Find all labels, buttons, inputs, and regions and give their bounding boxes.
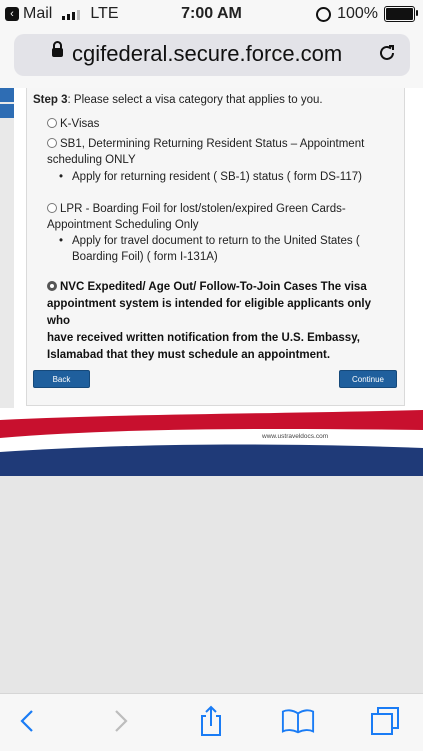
- radio-nvc-selected[interactable]: [47, 281, 57, 291]
- back-button[interactable]: Back: [33, 370, 90, 388]
- option-label-line2: scheduling ONLY: [47, 154, 136, 166]
- lpr-detail-line2: Boarding Foil) ( form I-131A): [72, 251, 218, 263]
- radio-lpr[interactable]: [47, 203, 57, 213]
- banner-site-link[interactable]: www.ustraveldocs.com: [262, 433, 329, 440]
- option-label: K-Visas: [60, 118, 100, 130]
- nvc-line3: have received written notification from the U.S. Embassy,: [47, 332, 360, 344]
- url-text[interactable]: cgifederal.secure.force.com: [72, 41, 343, 66]
- page-content: [0, 88, 423, 408]
- tabs-icon[interactable]: [368, 704, 402, 738]
- step-heading: [33, 94, 323, 106]
- battery-icon: [384, 6, 415, 22]
- forward-arrow-icon[interactable]: [103, 704, 137, 738]
- step-text: : Please select a visa category that applies to you.: [67, 94, 323, 106]
- bookmarks-icon[interactable]: [281, 704, 315, 738]
- footer-banner: [0, 408, 423, 476]
- back-to-app-icon[interactable]: ‹: [5, 7, 19, 21]
- blank-area: [0, 476, 423, 693]
- nvc-line1: NVC Expedited/ Age Out/ Follow-To-Join Cases The visa: [60, 281, 367, 293]
- option-label-line2: Appointment Scheduling Only: [47, 219, 199, 231]
- visa-category-panel: [26, 88, 405, 406]
- back-arrow-icon[interactable]: [11, 704, 45, 738]
- option-k-visas[interactable]: [47, 116, 99, 132]
- option-label-line1: LPR - Boarding Foil for lost/stolen/expired Green Cards-: [60, 203, 346, 215]
- status-right: [316, 5, 415, 23]
- alarm-icon: [316, 7, 331, 22]
- reload-icon[interactable]: [376, 42, 398, 70]
- radio-sb1[interactable]: [47, 138, 57, 148]
- option-sb1[interactable]: [47, 136, 364, 168]
- nvc-line4: Islamabad that they must schedule an appointment.: [47, 349, 331, 361]
- carrier-label: LTE: [90, 5, 119, 22]
- left-nav-strip: [0, 88, 14, 408]
- option-label-line1: SB1, Determining Returning Resident Status – Appointment: [60, 138, 365, 150]
- radio-k-visas[interactable]: [47, 118, 57, 128]
- flag-swoosh-graphic: [0, 408, 423, 476]
- battery-percent: 100%: [337, 5, 378, 22]
- continue-button[interactable]: Continue: [339, 370, 397, 388]
- nav-tab-marker[interactable]: [0, 88, 14, 102]
- nav-tab-marker[interactable]: [0, 104, 14, 118]
- nvc-line2: appointment system is intended for eligible applicants only who: [47, 298, 371, 327]
- option-nvc[interactable]: [47, 279, 387, 364]
- share-icon[interactable]: [194, 704, 228, 738]
- lpr-detail-line1: • Apply for travel document to return to the United States (: [72, 235, 360, 247]
- sb1-detail-text: • Apply for returning resident ( SB-1) status ( form DS-117): [72, 171, 362, 183]
- option-lpr[interactable]: [47, 201, 346, 233]
- status-time: 7:00 AM: [181, 5, 242, 22]
- address-bar[interactable]: [14, 34, 410, 76]
- browser-header: [0, 30, 423, 89]
- status-bar: [0, 0, 423, 30]
- step-label: Step 3: [33, 94, 68, 106]
- browser-toolbar: [0, 693, 423, 751]
- back-app-label[interactable]: Mail: [23, 5, 53, 22]
- sb1-detail: [59, 169, 362, 185]
- lpr-detail: [59, 233, 360, 265]
- lock-icon: [52, 48, 63, 57]
